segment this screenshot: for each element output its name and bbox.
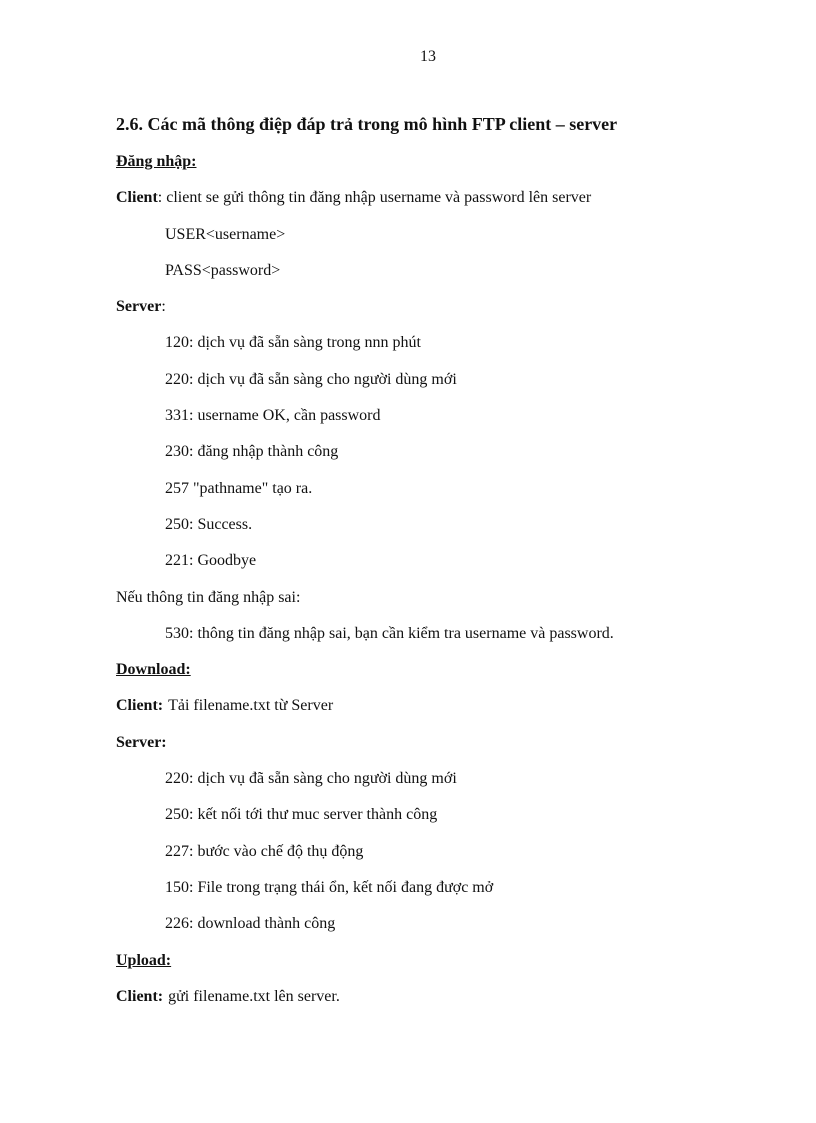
login-error-intro: Nếu thông tin đăng nhập sai: [116, 588, 301, 606]
download-subheading-line [116, 658, 756, 694]
download-code-item: 226: download thành công [165, 915, 336, 933]
login-code-item: 221: Goodbye [165, 552, 257, 570]
login-command-pass: PASS<password> [165, 261, 281, 279]
document-body [116, 112, 756, 1021]
download-subheading: Download: [116, 661, 191, 679]
download-client-text: Tải filename.txt từ Server [168, 697, 334, 715]
login-subheading: Đăng nhập: [116, 153, 197, 170]
upload-client-text: gửi filename.txt lên server. [168, 987, 340, 1005]
login-code-item: 257 "pathname" tạo ra. [165, 479, 313, 497]
login-client-line [116, 186, 756, 222]
upload-client-line [116, 985, 756, 1021]
login-client-label: Client [116, 189, 158, 207]
download-client-line [116, 694, 756, 730]
upload-client-label: Client: [116, 987, 164, 1005]
download-server-line [116, 731, 756, 767]
login-error-code: 530: thông tin đăng nhập sai, bạn cần kiểm tra username và password. [165, 624, 614, 642]
login-command-user: USER<username> [165, 225, 286, 243]
login-code-item: 250: Success. [165, 515, 253, 533]
upload-subheading: Upload: [116, 951, 172, 969]
login-code-item: 230: đăng nhập thành công [165, 443, 339, 461]
download-code-item: 227: bước vào chế độ thụ động [165, 842, 364, 860]
download-code-item: 150: File trong trạng thái ổn, kết nối đang được mở [165, 878, 494, 896]
login-subheading-line [116, 150, 756, 186]
login-client-text: : client se gửi thông tin đăng nhập username và password lên server [157, 189, 592, 207]
login-code-item: 331: username OK, cần password [165, 407, 381, 425]
section-heading: 2.6. Các mã thông điệp đáp trả trong mô hình FTP client – server [116, 114, 618, 134]
download-client-label: Client: [116, 697, 164, 715]
download-code-item: 220: dịch vụ đã sẵn sàng cho người dùng mới [165, 770, 457, 788]
download-code-item: 250: kết nối tới thư muc server thành công [165, 806, 438, 824]
login-server-line [116, 295, 756, 331]
login-server-label: Server [116, 298, 162, 316]
page-number: 13 [420, 48, 436, 65]
login-code-item: 220: dịch vụ đã sẵn sàng cho người dùng mới [165, 370, 457, 388]
upload-subheading-line [116, 949, 756, 985]
login-code-item: 120: dịch vụ đã sẵn sàng trong nnn phút [165, 334, 421, 352]
login-server-colon: : [161, 298, 166, 316]
download-server-label: Server: [116, 733, 167, 751]
